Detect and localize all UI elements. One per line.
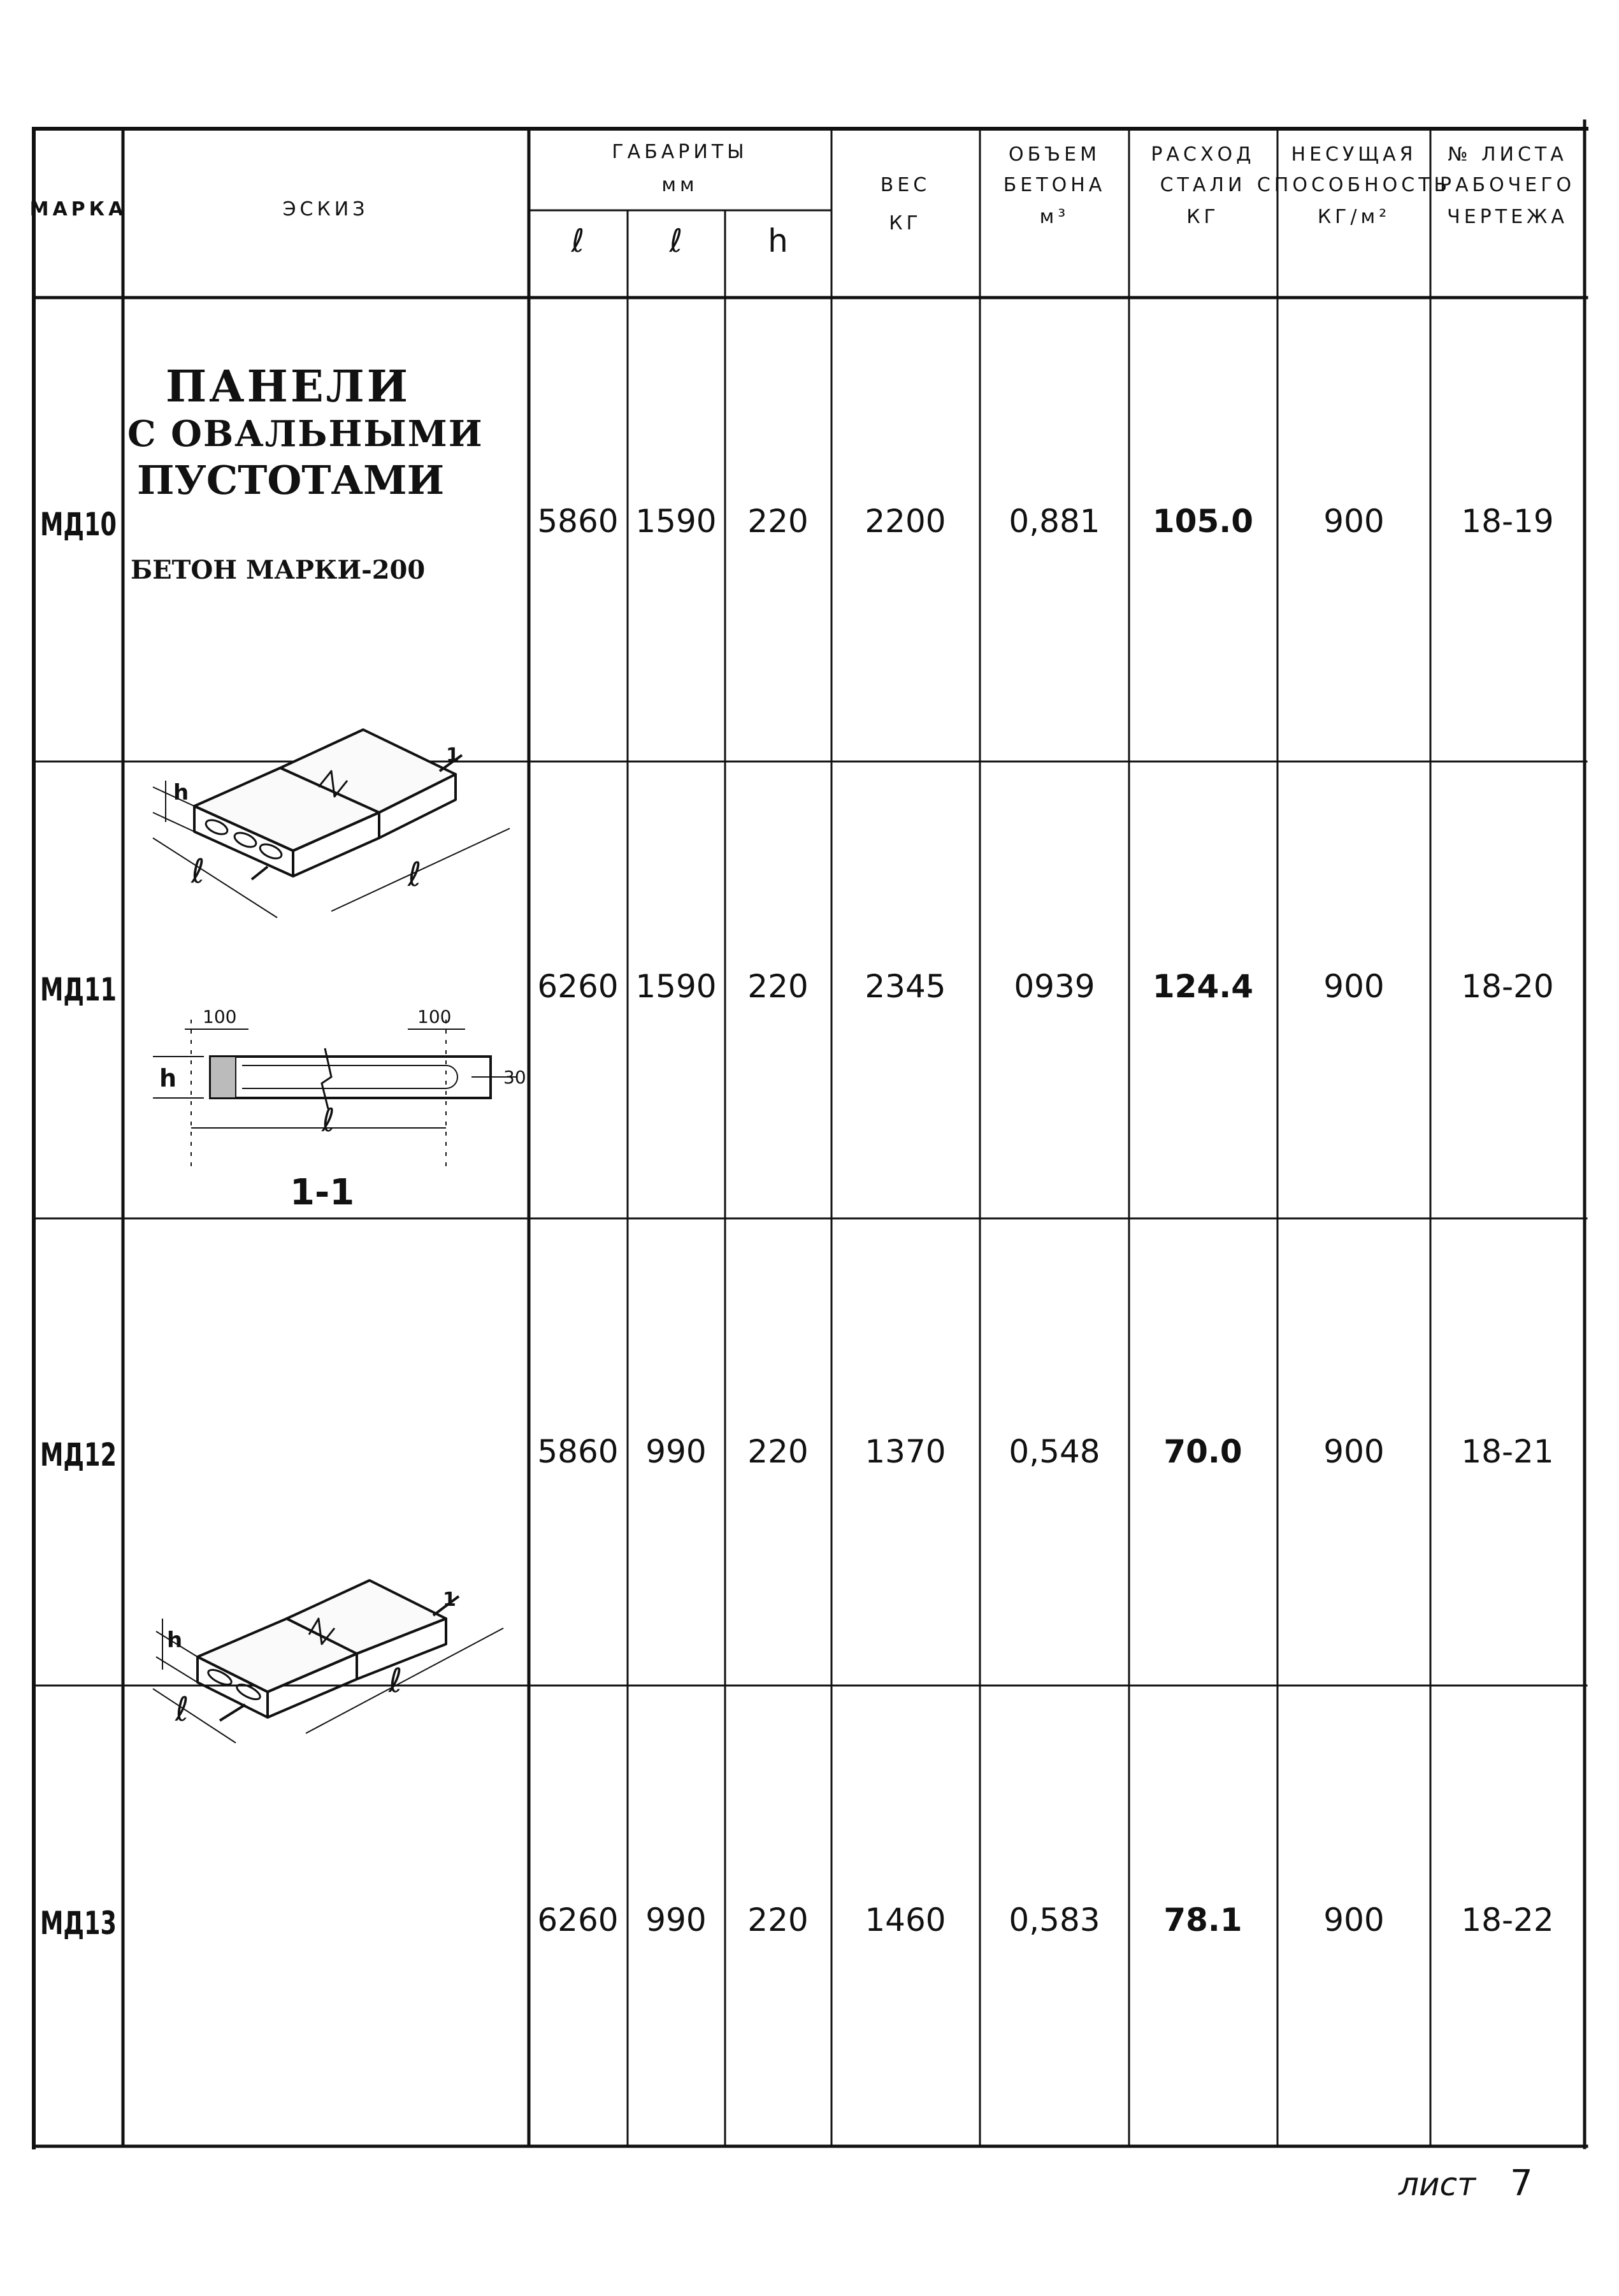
label-section-mark: 1	[443, 1589, 456, 1611]
table-header	[30, 141, 1576, 259]
header-sheet-3: ЧЕРТЕЖА	[1447, 206, 1568, 228]
label-dim100-right: 100	[417, 1006, 452, 1027]
section-labels	[159, 1006, 526, 1213]
section-sketch	[153, 1020, 516, 1173]
label-section-h: h	[159, 1064, 177, 1092]
label-b: ℓ	[191, 853, 205, 891]
cell-height: 220	[747, 503, 809, 540]
header-dim-b: ℓ	[669, 222, 683, 259]
cell-length: 6260	[537, 968, 619, 1005]
title-line-4: БЕТОН МАРКИ-200	[131, 555, 426, 585]
cell-steel: 105.0	[1152, 503, 1254, 540]
cell-capacity: 900	[1323, 968, 1385, 1005]
label-b: ℓ	[175, 1691, 189, 1729]
cell-capacity: 900	[1323, 1433, 1385, 1470]
label-l: ℓ	[389, 1662, 403, 1700]
cell-height: 220	[747, 968, 809, 1005]
footer-sheet-number: 7	[1510, 2163, 1533, 2204]
row-mark: МД11	[40, 971, 117, 1008]
title-line-2: С ОВАЛЬНЫМИ	[127, 413, 484, 455]
header-dim-h: h	[768, 222, 788, 259]
cell-weight: 1370	[865, 1433, 946, 1470]
header-weight-unit: КГ	[889, 212, 922, 235]
cell-length: 5860	[537, 1433, 619, 1470]
label-section-l: ℓ	[322, 1102, 335, 1139]
cell-length: 5860	[537, 503, 619, 540]
label-h: h	[173, 780, 189, 805]
table-row	[40, 503, 1554, 543]
sheet-footer	[1398, 2163, 1533, 2204]
header-capacity-unit: КГ/м²	[1317, 206, 1391, 228]
header-sketch: ЭСКИЗ	[282, 198, 369, 220]
cell-width: 990	[645, 1433, 707, 1470]
header-steel-unit: КГ	[1186, 206, 1220, 228]
cell-steel: 124.4	[1152, 968, 1254, 1005]
cell-capacity: 900	[1323, 1902, 1385, 1939]
row-mark: МД13	[40, 1905, 117, 1942]
cell-volume: 0,548	[1009, 1433, 1100, 1470]
header-dims-unit: мм	[661, 174, 698, 196]
header-sheet-2: РАБОЧЕГО	[1439, 174, 1576, 196]
cell-weight: 2345	[865, 968, 946, 1005]
title-line-1: ПАНЕЛИ	[166, 361, 411, 412]
sketch-title	[127, 361, 484, 585]
cell-volume: 0,881	[1009, 503, 1100, 540]
header-dim-l: ℓ	[571, 222, 585, 259]
header-volume-2: БЕТОНА	[1003, 174, 1106, 196]
label-l: ℓ	[408, 856, 422, 894]
cell-width: 1590	[635, 968, 717, 1005]
label-section-title: 1-1	[290, 1172, 355, 1213]
cell-steel: 78.1	[1163, 1902, 1242, 1939]
header-steel-2: СТАЛИ	[1160, 174, 1246, 196]
cell-height: 220	[747, 1902, 809, 1939]
table-row	[40, 968, 1554, 1008]
cell-width: 990	[645, 1902, 707, 1939]
cell-length: 6260	[537, 1902, 619, 1939]
header-dims-group: ГАБАРИТЫ	[612, 141, 748, 163]
table-row	[40, 1433, 1554, 1473]
header-weight: ВЕС	[880, 174, 931, 196]
label-h: h	[167, 1628, 183, 1653]
cell-sheet: 18-20	[1461, 968, 1554, 1005]
header-volume-unit: м³	[1039, 206, 1070, 228]
cell-weight: 2200	[865, 503, 946, 540]
header-sheet-1: № ЛИСТА	[1448, 143, 1567, 166]
cell-height: 220	[747, 1433, 809, 1470]
label-section-mark: 1	[446, 744, 459, 767]
header-capacity-2: СПОСОБНОСТЬ	[1256, 174, 1451, 196]
table-row	[40, 1902, 1554, 1942]
footer-sheet-label: лист	[1399, 2166, 1476, 2203]
cell-capacity: 900	[1323, 503, 1385, 540]
header-mark: МАРКА	[29, 198, 127, 220]
cell-width: 1590	[635, 503, 717, 540]
label-dim100-left: 100	[203, 1006, 237, 1027]
header-steel-1: РАСХОД	[1151, 143, 1255, 166]
label-dim30: 30	[503, 1067, 526, 1088]
cell-sheet: 18-19	[1461, 503, 1554, 540]
cell-weight: 1460	[865, 1902, 946, 1939]
title-line-3: ПУСТОТАМИ	[137, 457, 445, 503]
header-capacity-1: НЕСУЩАЯ	[1291, 143, 1417, 166]
header-volume-1: ОБЪЕМ	[1008, 143, 1101, 166]
cell-steel: 70.0	[1163, 1433, 1242, 1470]
row-mark: МД10	[40, 506, 117, 543]
cell-sheet: 18-22	[1461, 1902, 1554, 1939]
cell-volume: 0939	[1014, 968, 1095, 1005]
cell-volume: 0,583	[1009, 1902, 1100, 1939]
cell-sheet: 18-21	[1461, 1433, 1554, 1470]
row-mark: МД12	[40, 1436, 117, 1473]
